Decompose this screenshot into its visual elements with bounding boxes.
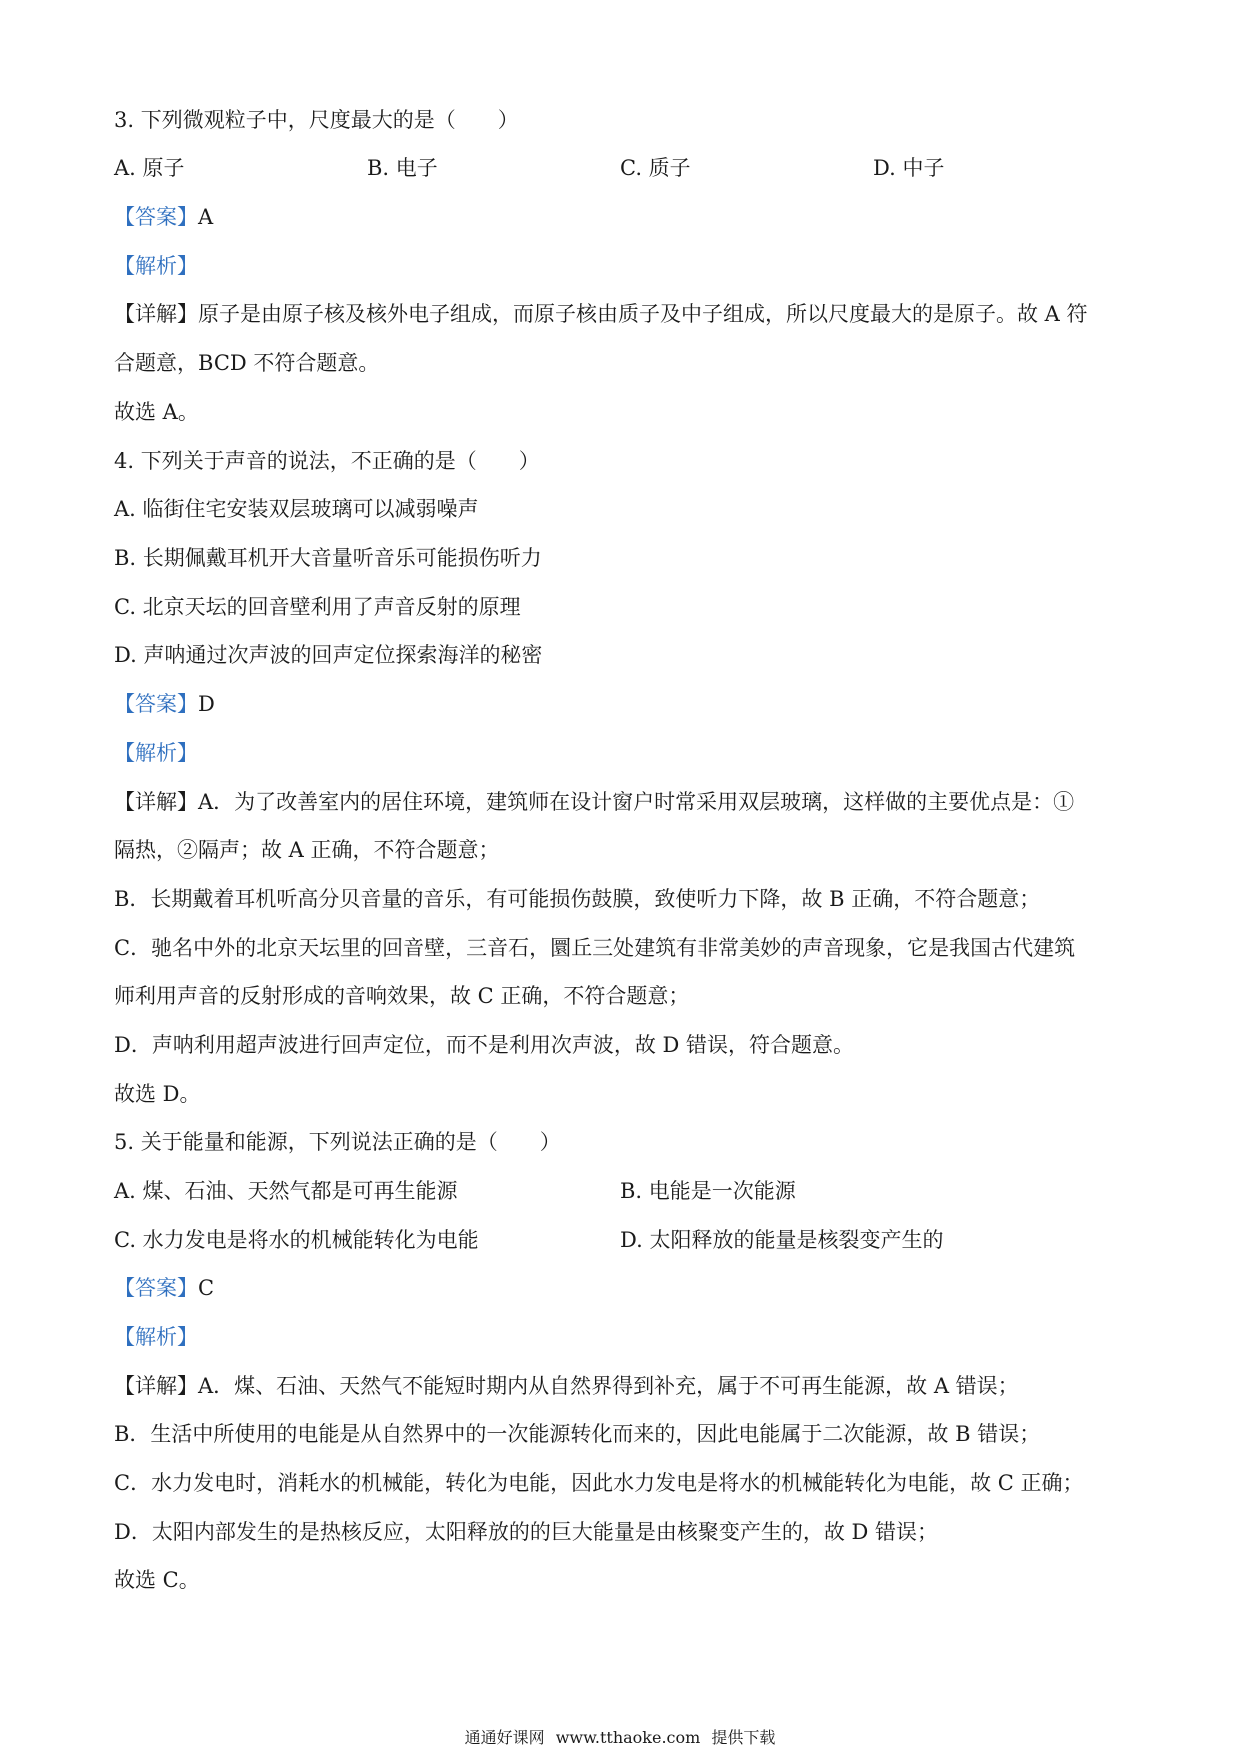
q3-answer: A xyxy=(198,205,214,229)
q5-detail-line-3: C．水力发电时，消耗水的机械能，转化为电能，因此水力发电是将水的机械能转化为电能，故 C 正确； xyxy=(114,1471,1084,1495)
q4-answer: D xyxy=(198,692,215,716)
q4-option-d: D. 声呐通过次声波的回声定位探索海洋的秘密 xyxy=(114,643,543,667)
q5-conclusion: 故选 C。 xyxy=(114,1568,200,1592)
footer-suffix: 提供下载 xyxy=(711,1728,776,1747)
q4-stem: 4. 下列关于声音的说法，不正确的是（ ） xyxy=(114,449,540,473)
footer-url[interactable]: www.tthaoke.com xyxy=(555,1728,701,1747)
q5-answer: C xyxy=(198,1276,215,1300)
q4-option-a: A. 临街住宅安装双层玻璃可以减弱噪声 xyxy=(114,497,479,521)
q5-answer-line xyxy=(114,1273,214,1303)
q4-option-b: B. 长期佩戴耳机开大音量听音乐可能损伤听力 xyxy=(114,546,542,570)
q5-option-b: B. 电能是一次能源 xyxy=(620,1179,796,1203)
answer-tag: 【答案】 xyxy=(114,692,198,716)
q3-option-a: A. 原子 xyxy=(114,156,185,180)
q5-detail-line-1: 【详解】A．煤、石油、天然气不能短时期内从自然界得到补充，属于不可再生能源，故 A 错误； xyxy=(114,1374,1019,1398)
q4-conclusion: 故选 D。 xyxy=(114,1082,201,1106)
q5-option-c: C. 水力发电是将水的机械能转化为电能 xyxy=(114,1228,479,1252)
footer-site-name: 通通好课网 xyxy=(464,1728,545,1747)
q5-detail-line-4: D．太阳内部发生的是热核反应，太阳释放的的巨大能量是由核聚变产生的，故 D 错误； xyxy=(114,1520,939,1544)
page-footer xyxy=(0,1727,1240,1749)
q4-detail-line-6: D．声呐利用超声波进行回声定位，而不是利用次声波，故 D 错误，符合题意。 xyxy=(114,1033,855,1057)
answer-tag: 【答案】 xyxy=(114,205,198,229)
q5-option-a: A. 煤、石油、天然气都是可再生能源 xyxy=(114,1179,458,1203)
q4-option-c: C. 北京天坛的回音壁利用了声音反射的原理 xyxy=(114,595,521,619)
q5-analysis-tag: 【解析】 xyxy=(114,1325,198,1349)
q3-detail-line-2: 合题意，BCD 不符合题意。 xyxy=(114,351,380,375)
q4-detail-line-5: 师利用声音的反射形成的音响效果，故 C 正确，不符合题意； xyxy=(114,984,690,1008)
q3-option-c: C. 质子 xyxy=(620,156,691,180)
q5-detail-line-2: B．生活中所使用的电能是从自然界中的一次能源转化而来的，因此电能属于二次能源，故 B 错误； xyxy=(114,1422,1041,1446)
q3-option-b: B. 电子 xyxy=(367,156,438,180)
q5-option-d: D. 太阳释放的能量是核裂变产生的 xyxy=(620,1228,944,1252)
q4-answer-line xyxy=(114,689,215,719)
q3-detail-line-1: 【详解】原子是由原子核及核外电子组成，而原子核由质子及中子组成，所以尺度最大的是原子。故 A 符 xyxy=(114,302,1088,326)
q5-stem: 5. 关于能量和能源，下列说法正确的是（ ） xyxy=(114,1130,561,1154)
q3-answer-line xyxy=(114,202,213,232)
q4-analysis-tag: 【解析】 xyxy=(114,741,198,765)
q4-detail-line-3: B．长期戴着耳机听高分贝音量的音乐，有可能损伤鼓膜，致使听力下降，故 B 正确，不符合题意； xyxy=(114,887,1041,911)
q4-detail-line-4: C．驰名中外的北京天坛里的回音壁，三音石，圜丘三处建筑有非常美妙的声音现象，它是我国古代建筑 xyxy=(114,936,1076,960)
answer-tag: 【答案】 xyxy=(114,1276,198,1300)
q3-option-d: D. 中子 xyxy=(873,156,945,180)
q3-stem: 3. 下列微观粒子中，尺度最大的是（ ） xyxy=(114,108,519,132)
q4-detail-line-2: 隔热，②隔声；故 A 正确，不符合题意； xyxy=(114,838,500,862)
q3-analysis-tag: 【解析】 xyxy=(114,254,198,278)
q4-detail-line-1: 【详解】A．为了改善室内的居住环境，建筑师在设计窗户时常采用双层玻璃，这样做的主要优点是：① xyxy=(114,790,1075,814)
q3-conclusion: 故选 A。 xyxy=(114,400,199,424)
